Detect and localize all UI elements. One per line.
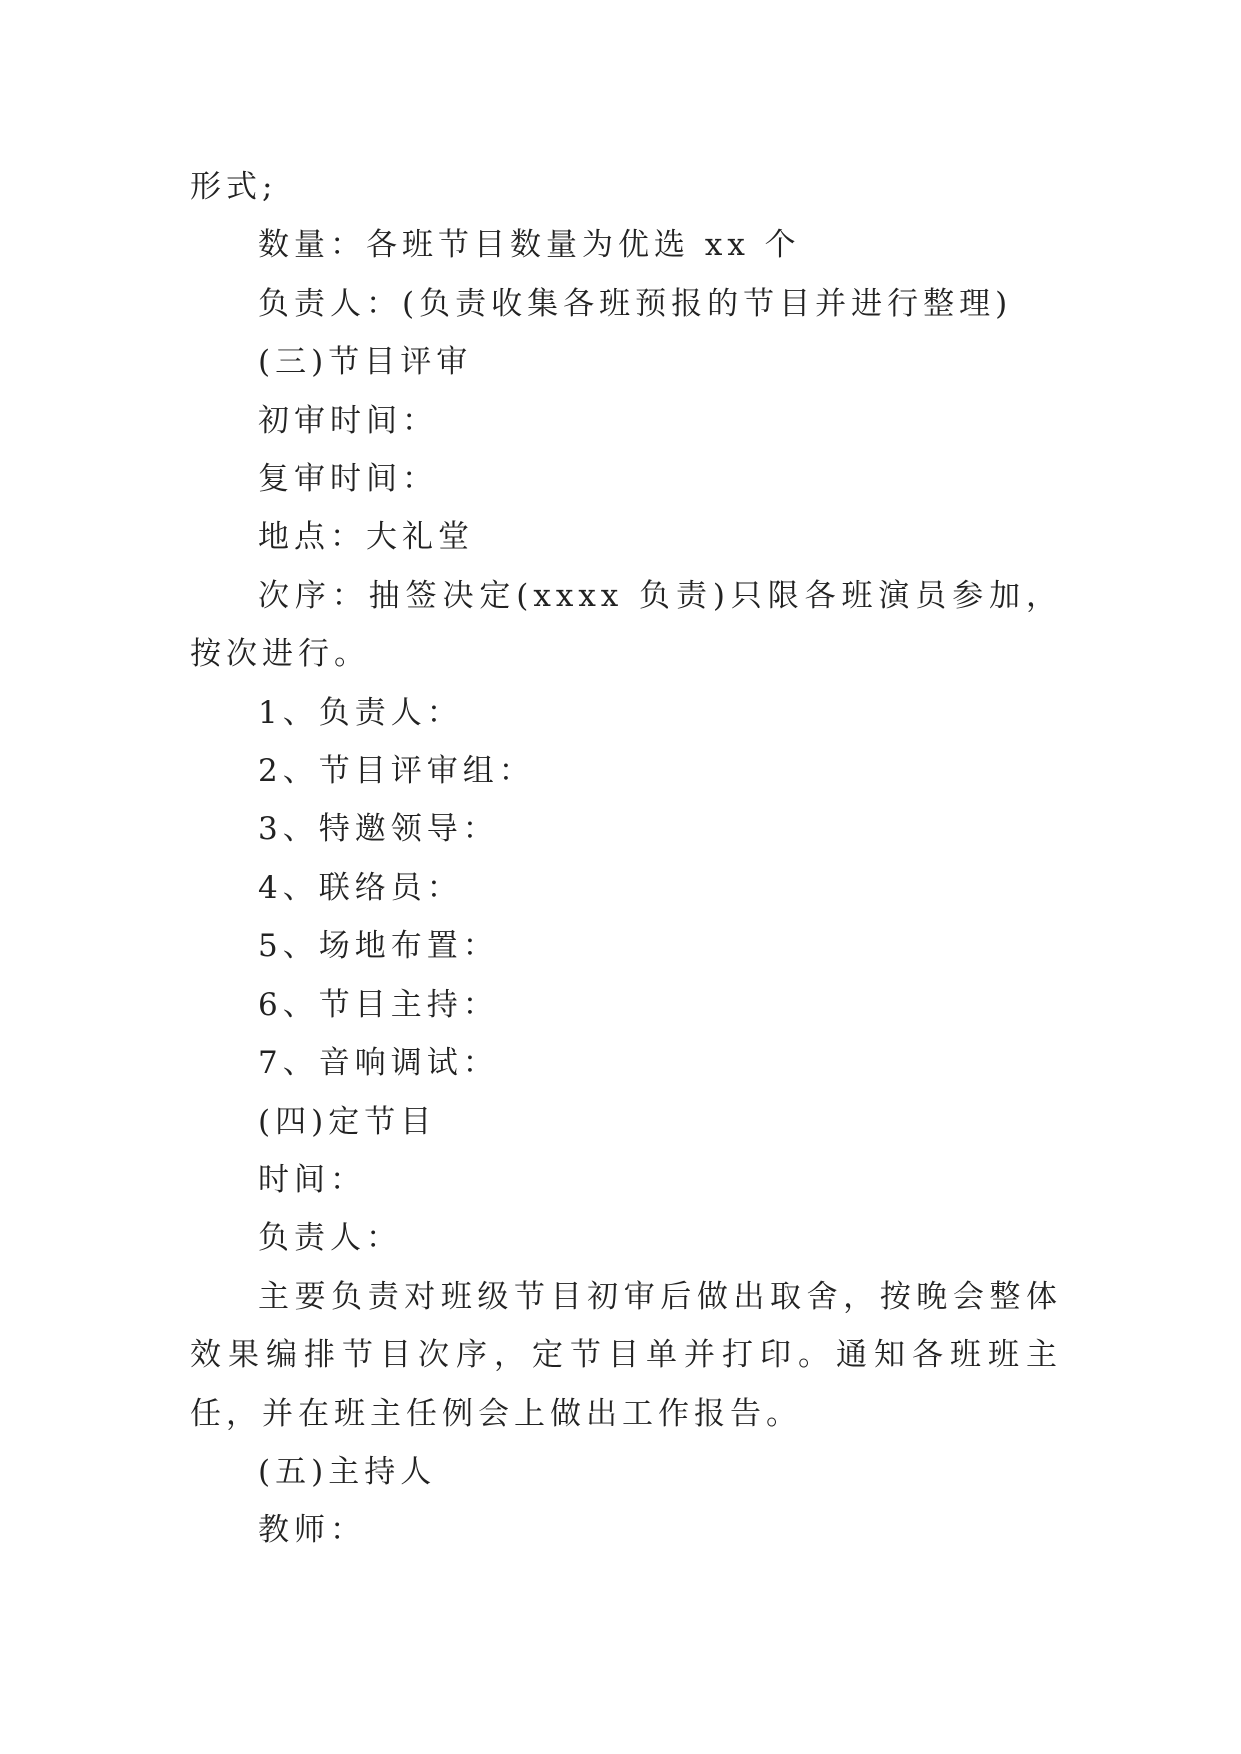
section-heading-finalize-program: (四)定节目 — [258, 1103, 437, 1140]
section-heading-program-review: (三)节目评审 — [258, 344, 473, 381]
paragraph-order: 次序：抽签决定(xxxx 负责)只限各班演员参加，按次进行。 — [190, 577, 1062, 673]
paragraph-teacher: 教师： — [258, 1512, 366, 1549]
paragraph-form-continued: 形式; — [190, 169, 278, 205]
list-item-program-host: 6、节目主持： — [258, 986, 499, 1023]
paragraph-initial-review-time: 初审时间： — [258, 402, 438, 439]
paragraph-second-review-time: 复审时间： — [258, 461, 438, 498]
list-item-liaison: 4、联络员： — [258, 869, 463, 906]
section-heading-host: (五)主持人 — [258, 1453, 437, 1490]
list-item-special-guests: 3、特邀领导： — [258, 811, 499, 848]
list-item-review-panel: 2、节目评审组： — [258, 753, 535, 790]
paragraph-time: 时间： — [258, 1161, 366, 1198]
list-item-sound-check: 7、音响调试： — [258, 1045, 499, 1082]
paragraph-location: 地点：大礼堂 — [258, 519, 474, 556]
paragraph-quantity: 数量：各班节目数量为优选 xx 个 — [258, 227, 801, 264]
paragraph-responsibilities: 主要负责对班级节目初审后做出取舍，按晚会整体效果编排节目次序，定节目单并打印。通知各班班主任，并在班主任例会上做出工作报告。 — [190, 1278, 1062, 1432]
list-item-person-in-charge: 1、负责人： — [258, 694, 463, 731]
document-body — [190, 158, 1062, 1560]
paragraph-person-in-charge: 负责人： — [258, 1220, 402, 1257]
list-item-venue-setup: 5、场地布置： — [258, 928, 499, 965]
paragraph-person-in-charge-collection: 负责人：(负责收集各班预报的节目并进行整理) — [258, 285, 1013, 322]
